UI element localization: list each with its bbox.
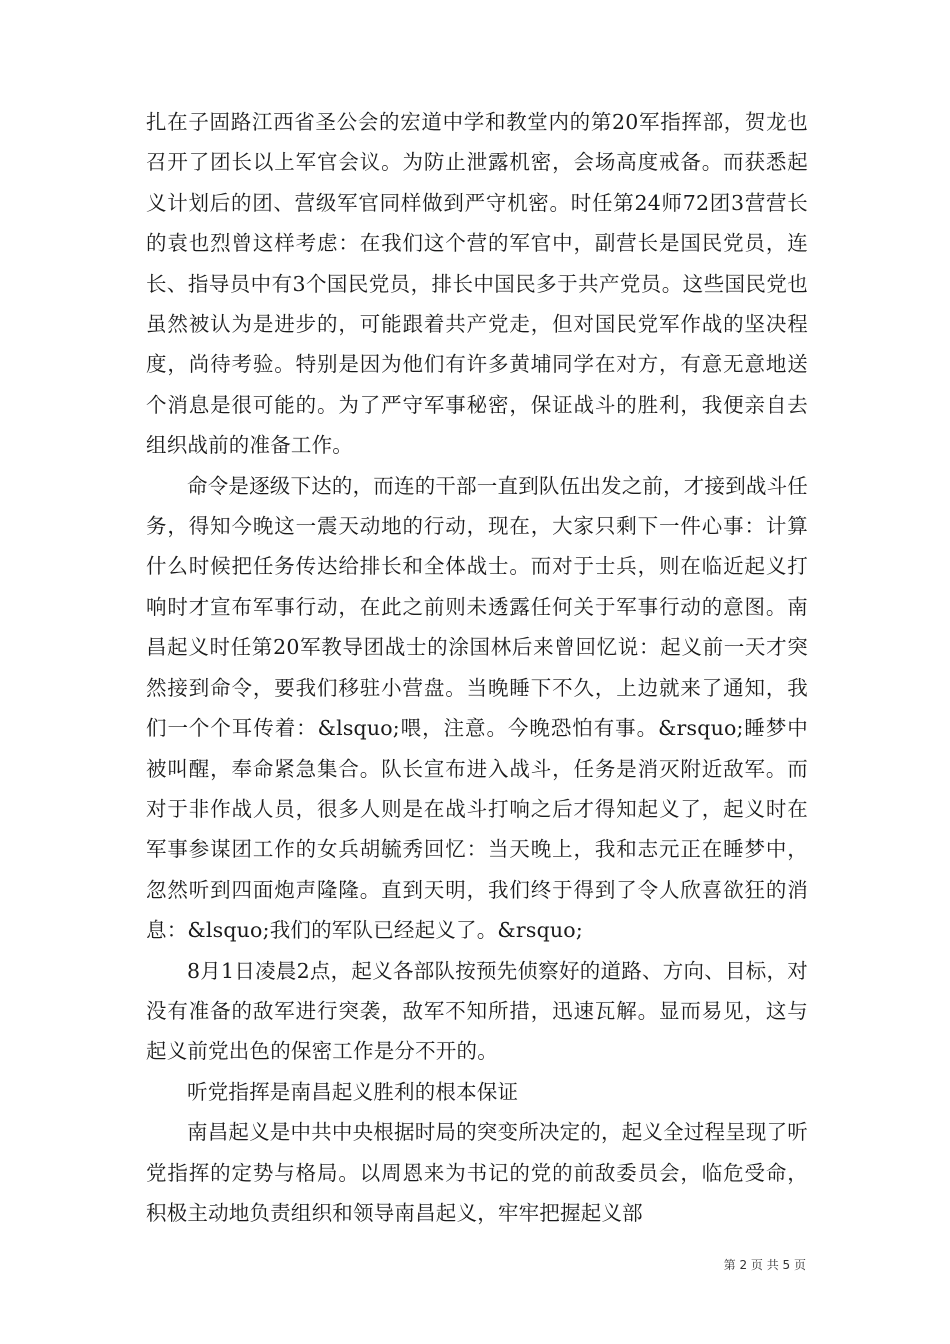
paragraph-2: 命令是逐级下达的，而连的干部一直到队伍出发之前，才接到战斗任务，得知今晚这一震天动地的行动，现在，大家只剩下一件心事：计算什么时候把任务传达给排长和全体战士。而对于士兵，则在临近起义打响时才宣布军事行动，在此之前则未透露任何关于军事行动的意图。南昌起义时任第20军教导团战士的涂国林后来曾回忆说：起义前一天才突然接到命令，要我们移驻小营盘。当晚睡下不久，上边就来了通知，我们一个个耳传着：&lsquo;喂，注意。今晚恐怕有事。&rsquo;睡梦中被叫醒，奉命紧急集合。队长宣布进入战斗，任务是消灭附近敌军。而对于非作战人员，很多人则是在战斗打响之后才得知起义了，起义时在军事参谋团工作的女兵胡毓秀回忆：当天晚上，我和志元正在睡梦中，忽然听到四面炮声隆隆。直到天明，我们终于得到了令人欣喜欲狂的消息：&lsquo;我们的军队已经起义了。&rsquo; — [146, 473, 808, 943]
page-footer — [640, 1256, 806, 1273]
paragraph-1: 扎在子固路江西省圣公会的宏道中学和教堂内的第20军指挥部，贺龙也召开了团长以上军官会议。为防止泄露机密，会场高度戒备。而获悉起义计划后的团、营级军官同样做到严守机密。时任第24师72团3营营长的袁也烈曾这样考虑：在我们这个营的军官中，副营长是国民党员，连长、指导员中有3个国民党员，排长中国民多于共产党员。这些国民党也虽然被认为是进步的，可能跟着共产党走，但对国民党军作战的坚决程度，尚待考验。特别是因为他们有许多黄埔同学在对方，有意无意地送个消息是很可能的。为了严守军事秘密，保证战斗的胜利，我便亲自去组织战前的准备工作。 — [146, 110, 808, 458]
paragraph-4: 南昌起义是中共中央根据时局的突变所决定的，起义全过程呈现了听党指挥的定势与格局。以周恩来为书记的党的前敌委员会，临危受命，积极主动地负责组织和领导南昌起义，牢牢把握起义部 — [146, 1120, 808, 1225]
body-text — [146, 102, 808, 1233]
page-number: 第 2 页 共 5 页 — [723, 1258, 806, 1272]
section-heading: 听党指挥是南昌起义胜利的根本保证 — [187, 1079, 519, 1104]
paragraph-3: 8月1日凌晨2点，起义各部队按预先侦察好的道路、方向、目标，对没有准备的敌军进行突袭，敌军不知所措，迅速瓦解。显而易见，这与起义前党出色的保密工作是分不开的。 — [146, 958, 808, 1064]
